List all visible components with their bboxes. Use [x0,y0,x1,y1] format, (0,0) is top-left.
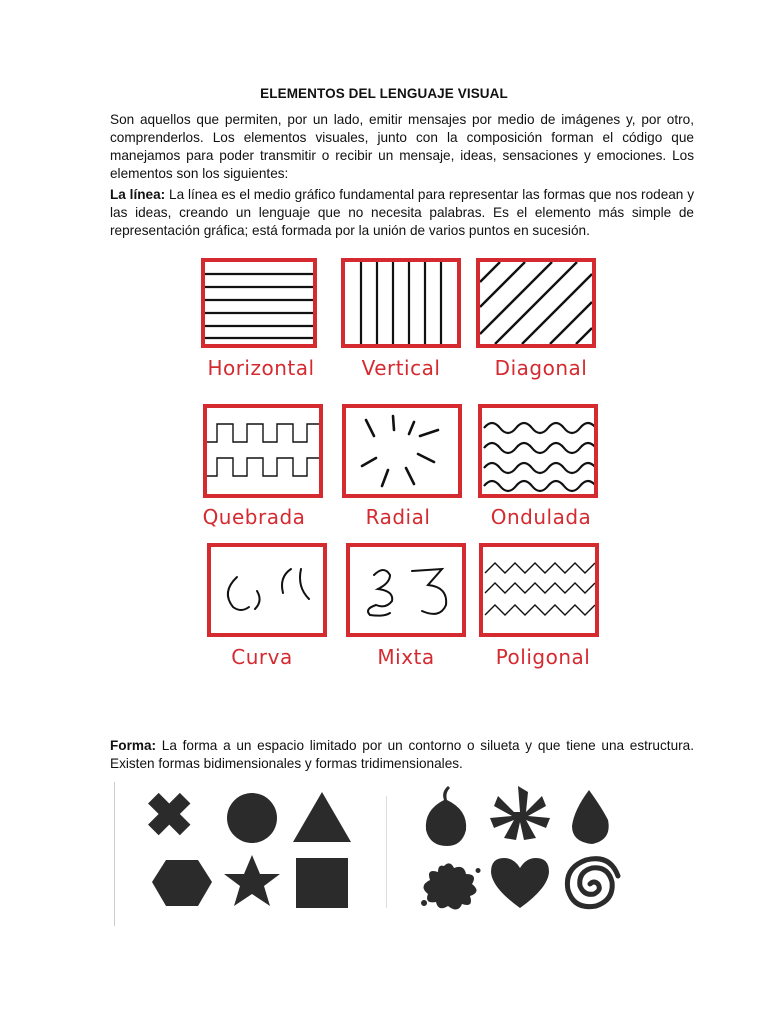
drop-icon [572,790,609,844]
quebrada-line-tile [203,404,323,498]
spiral-icon [567,859,618,907]
star-icon [224,855,280,906]
curved-lines-icon [211,547,323,633]
radial-line-tile [342,404,462,498]
diagonal-label: Diagonal [494,356,588,380]
vertical-line-tile [341,258,461,348]
forma-paragraph [110,737,694,773]
x-icon [148,793,190,835]
wavy-lines-icon [482,408,594,494]
mixta-line-tile [346,543,466,637]
splat-icon [421,863,480,909]
ondulada-line-tile [478,404,598,498]
shapes-panel [114,782,634,928]
horizontal-line-tile [201,258,317,348]
diagonal-line-tile [476,258,596,348]
horizontal-label: Horizontal [207,356,315,380]
linea-text: La línea es el medio gráfico fundamental para representar las formas que nos rodean y las ideas, creando un lenguaje que no necesita palabras. Es el elemento más simple de representación gráfica; está formada por la unión de varios puntos en sucesión. [110,187,694,238]
hexagon-icon [152,860,212,906]
vertical-label: Vertical [361,356,441,380]
quebrada-label: Quebrada [202,505,306,529]
circle-icon [227,793,277,843]
poligonal-line-tile [479,543,599,637]
mixed-lines-icon [350,547,462,633]
curva-label: Curva [231,645,293,669]
pear-icon [426,786,466,846]
diagonal-lines-icon [480,262,592,344]
curva-line-tile [207,543,327,637]
broken-lines-icon [207,408,319,494]
ondulada-label: Ondulada [490,505,592,529]
horizontal-lines-icon [205,262,313,344]
radial-label: Radial [365,505,431,529]
zigzag-lines-icon [483,547,595,633]
linea-paragraph [110,186,694,240]
forma-text: La forma a un espacio limitado por un contorno o silueta y que tiene una estructura. Existen formas bidimensionales y formas tridimensionales. [110,738,694,771]
vertical-lines-icon [345,262,457,344]
forma-term: Forma: [110,738,157,753]
heart-icon [491,858,549,908]
intro-paragraph: Son aquellos que permiten, por un lado, emitir mensajes por medio de imágenes y, por otro, comprenderlos. Los elementos visuales, junto con la composición forman el código que manejamos para poder transmitir o recibir un mensaje, ideas, sensaciones y emociones. Los elementos son los siguientes: [110,112,694,181]
radial-lines-icon [346,408,458,494]
page-title: ELEMENTOS DEL LENGUAJE VISUAL [260,86,508,101]
square-icon [296,858,348,908]
triangle-icon [293,792,351,842]
poligonal-label: Poligonal [495,645,591,669]
leaf-icon [490,786,550,840]
linea-term: La línea: [110,187,166,202]
mixta-label: Mixta [377,645,435,669]
